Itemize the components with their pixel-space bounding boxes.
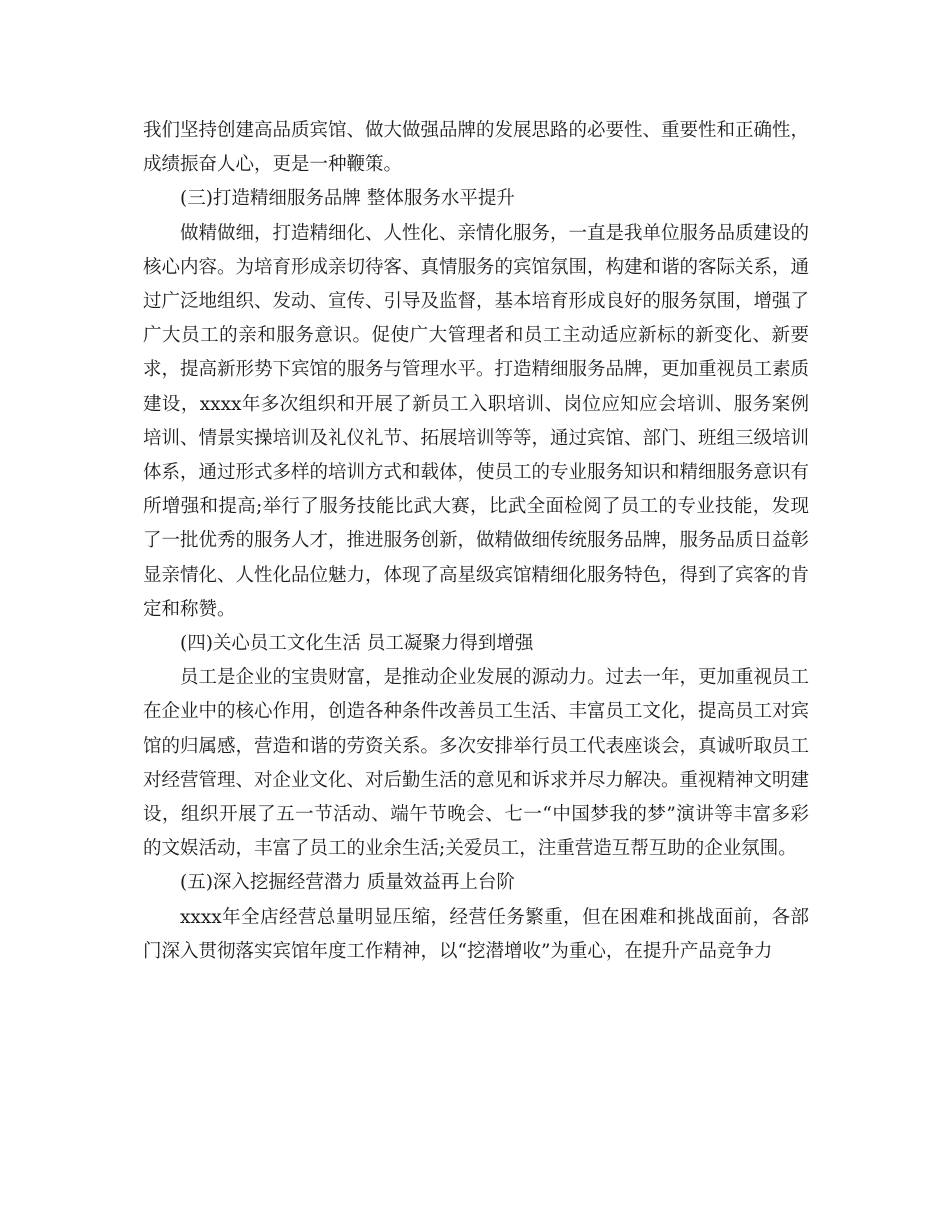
paragraph-continuation: 我们坚持创建高品质宾馆、做大做强品牌的发展思路的必要性、重要性和正确性，成绩振奋人心，更是一种鞭策。: [143, 120, 810, 176]
section-heading-4: (四)关心员工文化生活 员工凝聚力得到增强: [180, 633, 534, 655]
paragraph-business-potential: xxxx年全店经营总量明显压缩，经营任务繁重，但在困难和挑战面前，各部门深入贯彻落实宾馆年度工作精神，以“挖潜增收”为重心，在提升产品竞争力: [143, 906, 809, 962]
paragraph-service-brand: 做精做细，打造精细化、人性化、亲情化服务，一直是我单位服务品质建设的核心内容。为培育形成亲切待客、真情服务的宾馆氛围，构建和谐的客际关系，通过广泛地组织、发动、宣传、引导及监督，基本培育形成良好的服务氛围，增强了广大员工的亲和服务意识。促使广大管理者和员工主动适应新标的新变化、新要求，提高新形势下宾馆的服务与管理水平。打造精细服务品牌，更加重视员工素质建设，xxxx年多次组织和开展了新员工入职培训、岗位应知应会培训、服务案例培训、情景实操培训及礼仪礼节、拓展培训等等，通过宾馆、部门、班组三级培训体系，通过形式多样的培训方式和载体，使员工的专业服务知识和精细服务意识有所增强和提高;举行了服务技能比武大赛，比武全面检阅了员工的专业技能，发现了一批优秀的服务人才，推进服务创新，做精做细传统服务品牌，服务品质日益彰显亲情化、人性化品位魅力，体现了高星级宾馆精细化服务特色，得到了宾客的肯定和称赞。: [143, 222, 810, 620]
section-heading-5: (五)深入挖掘经营潜力 质量效益再上台阶: [180, 872, 515, 894]
paragraph-employee-culture: 员工是企业的宝贵财富，是推动企业发展的源动力。过去一年，更加重视员工在企业中的核心作用，创造各种条件改善员工生活、丰富员工文化，提高员工对宾馆的归属感，营造和谐的劳资关系。多次安排举行员工代表座谈会，真诚听取员工对经营管理、对企业文化、对后勤生活的意见和诉求并尽力解决。重视精神文明建设，组织开展了五一节活动、端午节晚会、七一“中国梦我的梦”演讲等丰富多彩的文娱活动，丰富了员工的业余生活;关爱员工，注重营造互帮互助的企业氛围。: [143, 667, 810, 860]
section-heading-3: (三)打造精细服务品牌 整体服务水平提升: [180, 188, 515, 210]
document-body: [143, 114, 809, 969]
